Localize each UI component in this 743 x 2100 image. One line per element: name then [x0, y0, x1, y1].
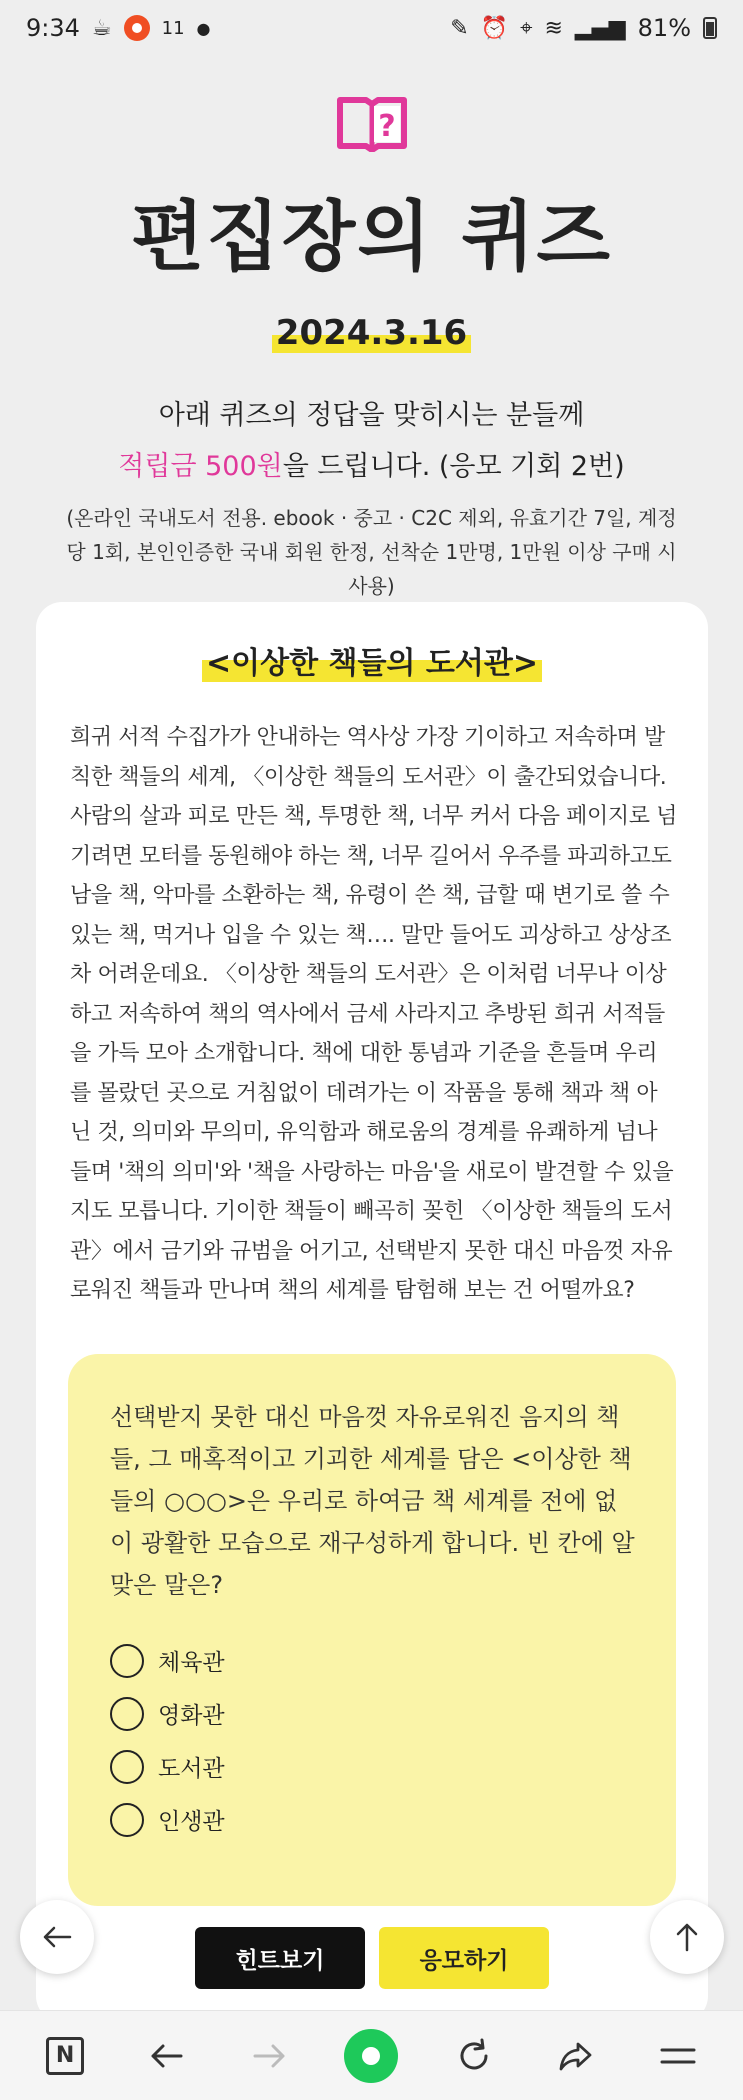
reward-highlight: 적립금 500원	[118, 451, 283, 482]
action-buttons	[36, 1927, 708, 1989]
naver-n-icon: N	[46, 2037, 84, 2075]
book-question-icon	[336, 92, 408, 152]
answer-option-3[interactable]	[110, 1740, 636, 1793]
wifi-icon: ≋	[544, 15, 563, 41]
refresh-button[interactable]	[439, 2021, 509, 2091]
intro-line: 아래 퀴즈의 정답을 맞히시는 분들께	[158, 400, 585, 431]
menu-button[interactable]	[643, 2021, 713, 2091]
back-floating-button[interactable]	[20, 1900, 94, 1974]
answer-option-1[interactable]	[110, 1634, 636, 1687]
notification-count: 11	[161, 17, 185, 39]
radio-button[interactable]	[110, 1750, 144, 1784]
battery-icon	[703, 17, 717, 39]
reward-line	[0, 444, 743, 483]
coffee-icon: ☕	[91, 15, 112, 41]
back-arrow-icon	[147, 2036, 187, 2076]
radio-button[interactable]	[110, 1697, 144, 1731]
share-icon	[556, 2036, 596, 2076]
answer-options	[110, 1634, 636, 1846]
answer-option-2[interactable]	[110, 1687, 636, 1740]
hint-button[interactable]: 힌트보기	[195, 1927, 365, 1989]
svg-text:?: ?	[377, 109, 396, 144]
back-button[interactable]	[132, 2021, 202, 2091]
record-icon	[124, 15, 150, 41]
reward-text: 을 드립니다. (응모 기회 2번)	[282, 451, 625, 482]
quiz-question: 선택받지 못한 대신 마음껏 자유로워진 음지의 책들, 그 매혹적이고 기괴한 세계를 담은 <이상한 책들의 ○○○>은 우리로 하여금 책 세계를 전에 없이 광활한 모습으로 재구성하게 합니다. 빈 칸에 알맞은 말은?	[110, 1403, 635, 1599]
status-bar	[0, 0, 743, 56]
page-title: 편집장의 퀴즈	[131, 192, 612, 281]
battery-percent: 81%	[637, 14, 691, 42]
answer-option-4[interactable]	[110, 1793, 636, 1846]
mute-icon: ✎	[450, 15, 469, 41]
terms-note: (온라인 국내도서 전용. ebook · 중고 · C2C 제외, 유효기간 7일, 계정당 1회, 본인인증한 국내 회원 한정, 선착순 1만명, 1만원 이상 구매 시 사용)	[66, 506, 677, 598]
quiz-date: 2024.3.16	[272, 313, 471, 353]
book-title: <이상한 책들의 도서관>	[202, 638, 542, 682]
browser-bottom-nav	[0, 2010, 743, 2100]
quiz-header	[0, 92, 743, 603]
refresh-icon	[454, 2036, 494, 2076]
forward-button[interactable]	[234, 2021, 304, 2091]
quiz-card	[36, 602, 708, 2022]
alarm-icon: ⏰	[480, 15, 509, 41]
radio-button[interactable]	[110, 1803, 144, 1837]
naver-home-button[interactable]	[30, 2021, 100, 2091]
signal-icon: ▂▄▆	[574, 15, 626, 41]
apply-button[interactable]: 응모하기	[379, 1927, 549, 1989]
location-icon: ⌖	[520, 15, 533, 41]
status-time: 9:34	[26, 14, 80, 42]
dot-icon: ●	[196, 18, 211, 38]
green-dot-button[interactable]	[336, 2021, 406, 2091]
arrow-up-icon	[670, 1920, 704, 1954]
forward-arrow-icon	[249, 2036, 289, 2076]
option-label: 인생관	[158, 1809, 225, 1835]
arrow-left-icon	[40, 1920, 74, 1954]
menu-icon	[658, 2036, 698, 2076]
option-label: 도서관	[158, 1756, 225, 1782]
option-label: 영화관	[158, 1703, 225, 1729]
green-dot-icon	[344, 2029, 398, 2083]
share-button[interactable]	[541, 2021, 611, 2091]
book-description: 희귀 서적 수집가가 안내하는 역사상 가장 기이하고 저속하며 발칙한 책들의 세계, 〈이상한 책들의 도서관〉이 출간되었습니다. 사람의 살과 피로 만든 책, 투명한 책, 너무 커서 다음 페이지로 넘기려면 모터를 동원해야 하는 책, 너무 길어서 우주를 파괴하고도 남을 책, 악마를 소환하는 책, 유령이 쓴 책, 급할 때 변기로 쓸 수 있는 책, 먹거나 입을 수 있는 책…. 말만 들어도 괴상하고 상상조차 어려운데요. 〈이상한 책들의 도서관〉은 이처럼 너무나 이상하고 저속하여 책의 역사에서 금세 사라지고 추방된 희귀 서적들을 가득 모아 소개합니다. 책에 대한 통념과 기준을 흔들며 우리를 몰랐던 곳으로 거침없이 데려가는 이 작품을 통해 책과 책 아닌 것, 의미와 무의미, 유익함과 해로움의 경계를 유쾌하게 넘나들며 '책의 의미'와 '책을 사랑하는 마음'을 새로이 발견할 수 있을지도 모릅니다. 기이한 책들이 빼곡히 꽂힌 〈이상한 책들의 도서관〉에서 금기와 규범을 어기고, 선택받지 못한 대신 마음껏 자유로워진 책들과 만나며 책의 세계를 탐험해 보는 건 어떨까요?	[70, 725, 678, 1303]
option-label: 체육관	[158, 1650, 225, 1676]
scroll-top-button[interactable]	[650, 1900, 724, 1974]
quiz-box	[68, 1354, 676, 1906]
radio-button[interactable]	[110, 1644, 144, 1678]
